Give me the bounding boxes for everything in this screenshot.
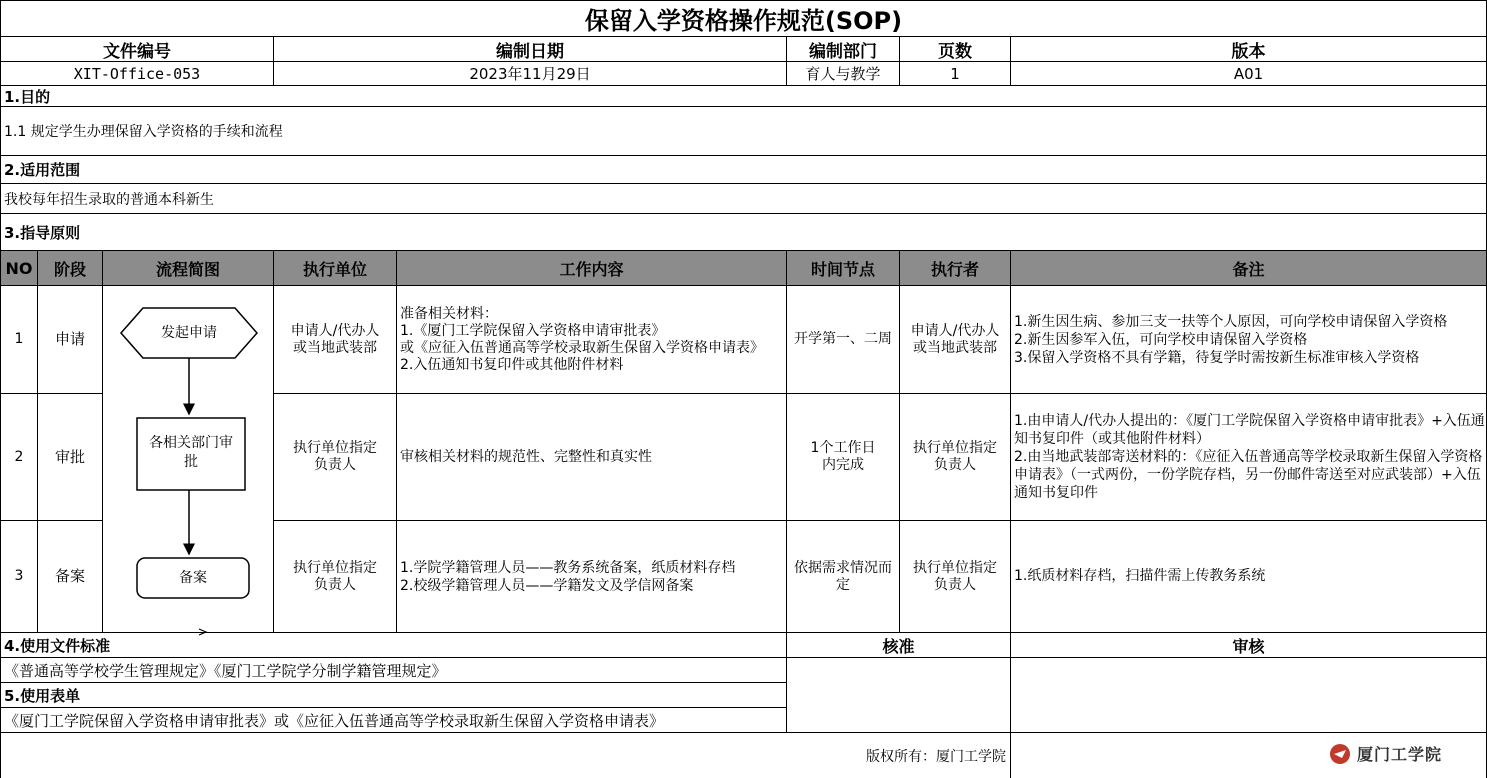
meta-header-doc-number: 文件编号 xyxy=(0,37,274,62)
flow-node-approve-label-line2: 批 xyxy=(184,454,198,470)
guide-heading: 3.指导原则 xyxy=(0,214,1487,251)
col-header-time: 时间节点 xyxy=(787,251,900,286)
review-label: 审核 xyxy=(1011,633,1487,658)
row-1-notes: 1.新生因生病、参加三支一扶等个人原因，可向学校申请保留入学资格 2.新生因参军入伍，可向学校申请保留入学资格 3.保留入学资格不具有学籍，待复学时需按新生标准审核入学资格 xyxy=(1011,286,1487,394)
row-1-time: 开学第一、二周 xyxy=(787,286,900,394)
standards-heading: 4.使用文件标准 xyxy=(0,633,787,658)
scope-heading: 2.适用范围 xyxy=(0,156,1487,184)
meta-pages: 1 xyxy=(900,62,1011,86)
row-3-content: 1.学院学籍管理人员——教务系统备案，纸质材料存档 2.校级学籍管理人员——学籍发文及学信网备案 xyxy=(397,521,787,633)
meta-dept: 育人与教学 xyxy=(787,62,900,86)
meta-doc-number: XIT-Office-053 xyxy=(0,62,274,86)
row-3-time: 依据需求情况而 定 xyxy=(787,521,900,633)
forms-heading: 5.使用表单 xyxy=(0,683,787,708)
flow-node-approve-label-line1: 各相关部门审 xyxy=(149,435,233,451)
meta-header-dept: 编制部门 xyxy=(787,37,900,62)
footer-logo-cell xyxy=(1011,733,1487,778)
flow-diagram xyxy=(103,286,274,646)
row-1-content: 准备相关材料： 1.《厦门工学院保留入学资格申请审批表》 或《应征入伍普通高等学校录取新生保留入学资格申请表》 2.入伍通知书复印件或其他附件材料 xyxy=(397,286,787,394)
scope-text: 我校每年招生录取的普通本科新生 xyxy=(0,184,1487,214)
row-2-time: 1个工作日 内完成 xyxy=(787,394,900,521)
row-1-unit: 申请人/代办人 或当地武装部 xyxy=(274,286,397,394)
row-2-stage: 审批 xyxy=(38,394,103,521)
row-3-executor: 执行单位指定 负责人 xyxy=(900,521,1011,633)
row-2-content: 审核相关材料的规范性、完整性和真实性 xyxy=(397,394,787,521)
meta-version: A01 xyxy=(1011,62,1487,86)
row-2-unit: 执行单位指定 负责人 xyxy=(274,394,397,521)
purpose-heading: 1.目的 xyxy=(0,86,1487,107)
row-3-notes: 1.纸质材料存档，扫描件需上传教务系统 xyxy=(1011,521,1487,633)
school-logo xyxy=(1329,742,1442,765)
review-signature-area xyxy=(1011,658,1487,733)
approve-label: 核准 xyxy=(787,633,1011,658)
flow-node-file-label: 备案 xyxy=(179,570,207,586)
meta-date: 2023年11月29日 xyxy=(274,62,787,86)
col-header-flow: 流程简图 xyxy=(103,251,274,286)
flow-node-start-label: 发起申请 xyxy=(161,325,217,341)
school-logo-text: 厦门工学院 xyxy=(1357,745,1443,764)
col-header-stage: 阶段 xyxy=(38,251,103,286)
row-3-stage: 备案 xyxy=(38,521,103,633)
row-1-executor: 申请人/代办人 或当地武装部 xyxy=(900,286,1011,394)
meta-header-version: 版本 xyxy=(1011,37,1487,62)
purpose-text: 1.1 规定学生办理保留入学资格的手续和流程 xyxy=(0,107,1487,156)
col-header-content: 工作内容 xyxy=(397,251,787,286)
copyright-text: 版权所有：厦门工学院 xyxy=(0,733,1011,778)
standards-text: 《普通高等学校学生管理规定》《厦门工学院学分制学籍管理规定》 xyxy=(0,658,787,683)
school-emblem-icon xyxy=(1329,743,1351,765)
col-header-notes: 备注 xyxy=(1011,251,1487,286)
row-3-no: 3 xyxy=(0,521,38,633)
forms-text: 《厦门工学院保留入学资格申请审批表》或《应征入伍普通高等学校录取新生保留入学资格申请表》 xyxy=(0,708,787,733)
col-header-unit: 执行单位 xyxy=(274,251,397,286)
col-header-no: NO xyxy=(0,251,38,286)
row-1-stage: 申请 xyxy=(38,286,103,394)
row-1-no: 1 xyxy=(0,286,38,394)
row-2-executor: 执行单位指定 负责人 xyxy=(900,394,1011,521)
document-title: 保留入学资格操作规范(SOP) xyxy=(0,0,1487,37)
meta-header-date: 编制日期 xyxy=(274,37,787,62)
meta-header-pages: 页数 xyxy=(900,37,1011,62)
row-2-no: 2 xyxy=(0,394,38,521)
row-2-notes: 1.由申请人/代办人提出的：《厦门工学院保留入学资格申请审批表》+入伍通知书复印件（或其他附件材料） 2.由当地武装部寄送材料的：《应征入伍普通高等学校录取新生保留入学资格申请表》（一式两份，一份学院存档，另一份邮件寄送至对应武装部）+入伍通知书复印件 xyxy=(1011,394,1487,521)
approve-signature-area xyxy=(787,658,1011,733)
row-3-unit: 执行单位指定 负责人 xyxy=(274,521,397,633)
col-header-executor: 执行者 xyxy=(900,251,1011,286)
